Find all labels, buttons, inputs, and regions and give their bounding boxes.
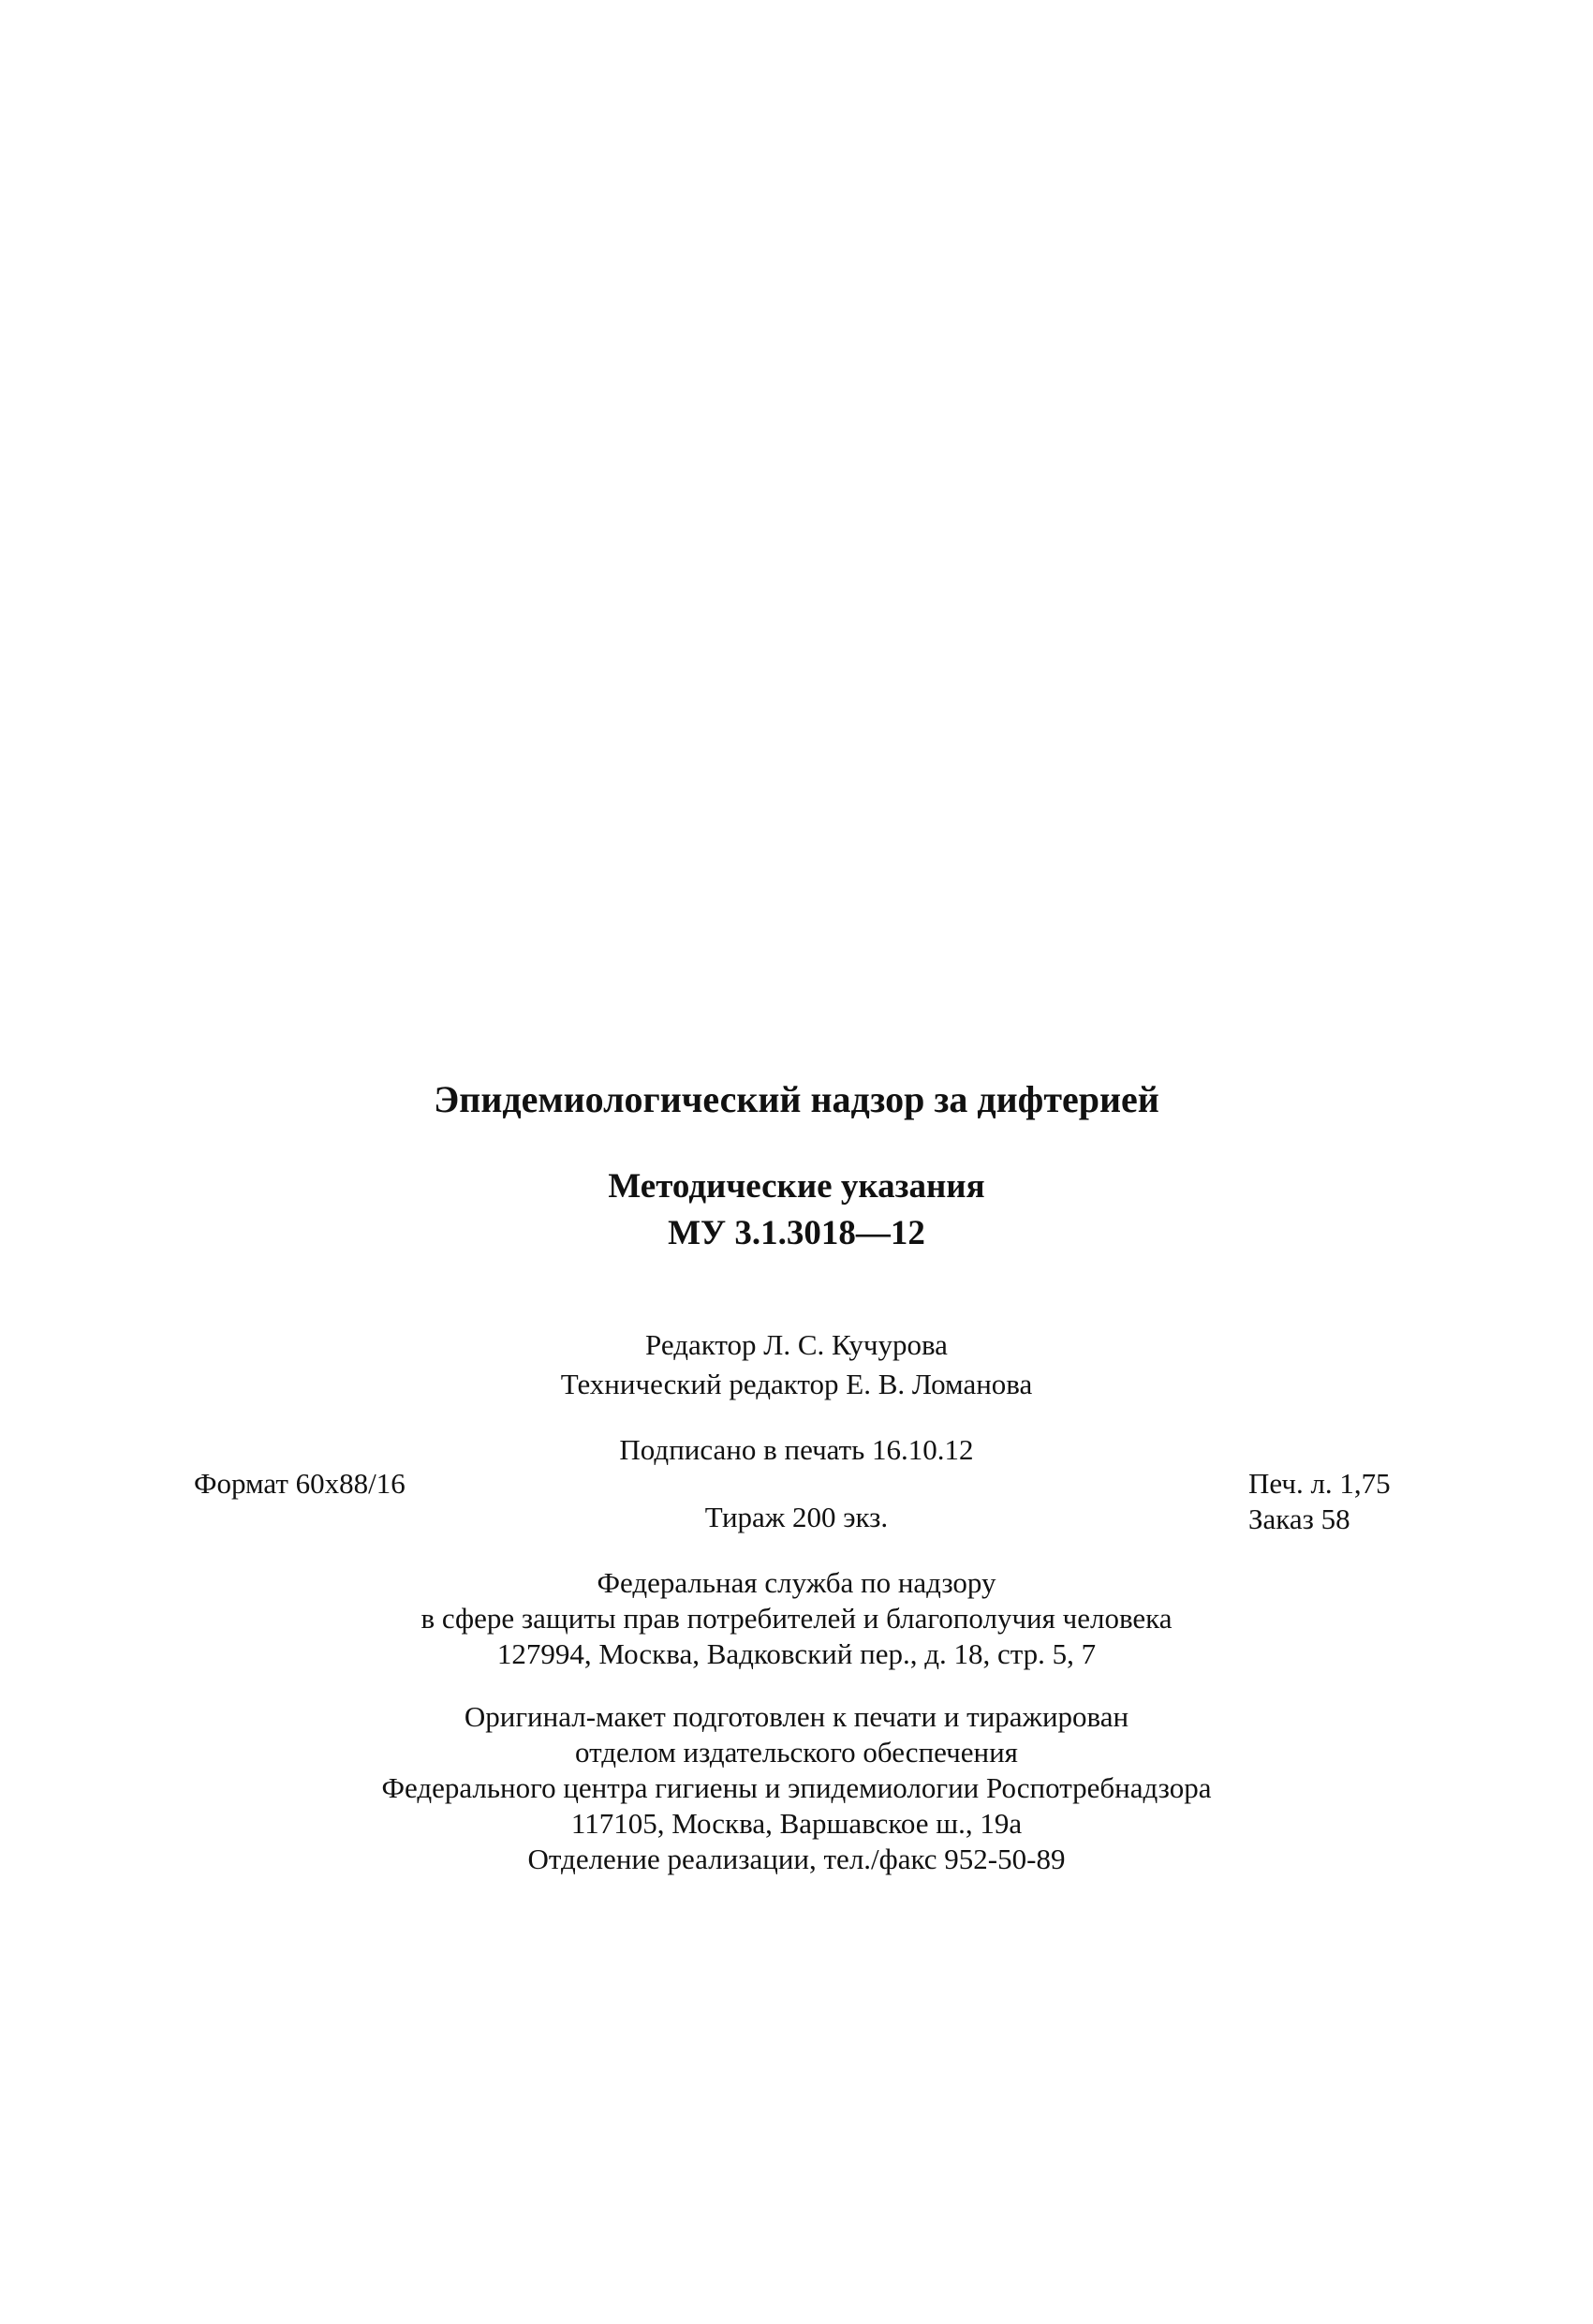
order-info: Заказ 58 — [1248, 1502, 1350, 1535]
layout-info-address: 117105, Москва, Варшавское ш., 19а — [570, 1807, 1023, 1840]
printed-sheets-info: Печ. л. 1,75 — [1248, 1467, 1391, 1500]
publisher-line-2: в сфере защиты прав потребителей и благополучия человека — [420, 1602, 1173, 1635]
editor-line: Редактор Л. С. Кучурова — [645, 1328, 948, 1361]
document-subtitle: Методические указания — [608, 1167, 985, 1206]
sales-department-contact: Отделение реализации, тел./факс 952-50-89 — [527, 1843, 1066, 1875]
document-title: Эпидемиологический надзор за дифтерией — [434, 1078, 1159, 1120]
layout-info-line-2: отделом издательского обеспечения — [575, 1736, 1018, 1769]
publisher-line-1: Федеральная служба по надзору — [597, 1566, 996, 1599]
technical-editor-line: Технический редактор Е. В. Ломанова — [560, 1368, 1033, 1400]
signed-for-print-line: Подписано в печать 16.10.12 — [619, 1433, 974, 1466]
layout-info-line-3: Федерального центра гигиены и эпидемиологии Роспотребнадзора — [381, 1771, 1212, 1804]
document-code: МУ 3.1.3018—12 — [668, 1214, 925, 1252]
layout-info-line-1: Оригинал-макет подготовлен к печати и тиражирован — [464, 1700, 1129, 1733]
publisher-address: 127994, Москва, Вадковский пер., д. 18, стр. 5, 7 — [496, 1637, 1097, 1670]
format-info: Формат 60x88/16 — [194, 1467, 406, 1500]
circulation-info: Тираж 200 экз. — [704, 1501, 889, 1533]
